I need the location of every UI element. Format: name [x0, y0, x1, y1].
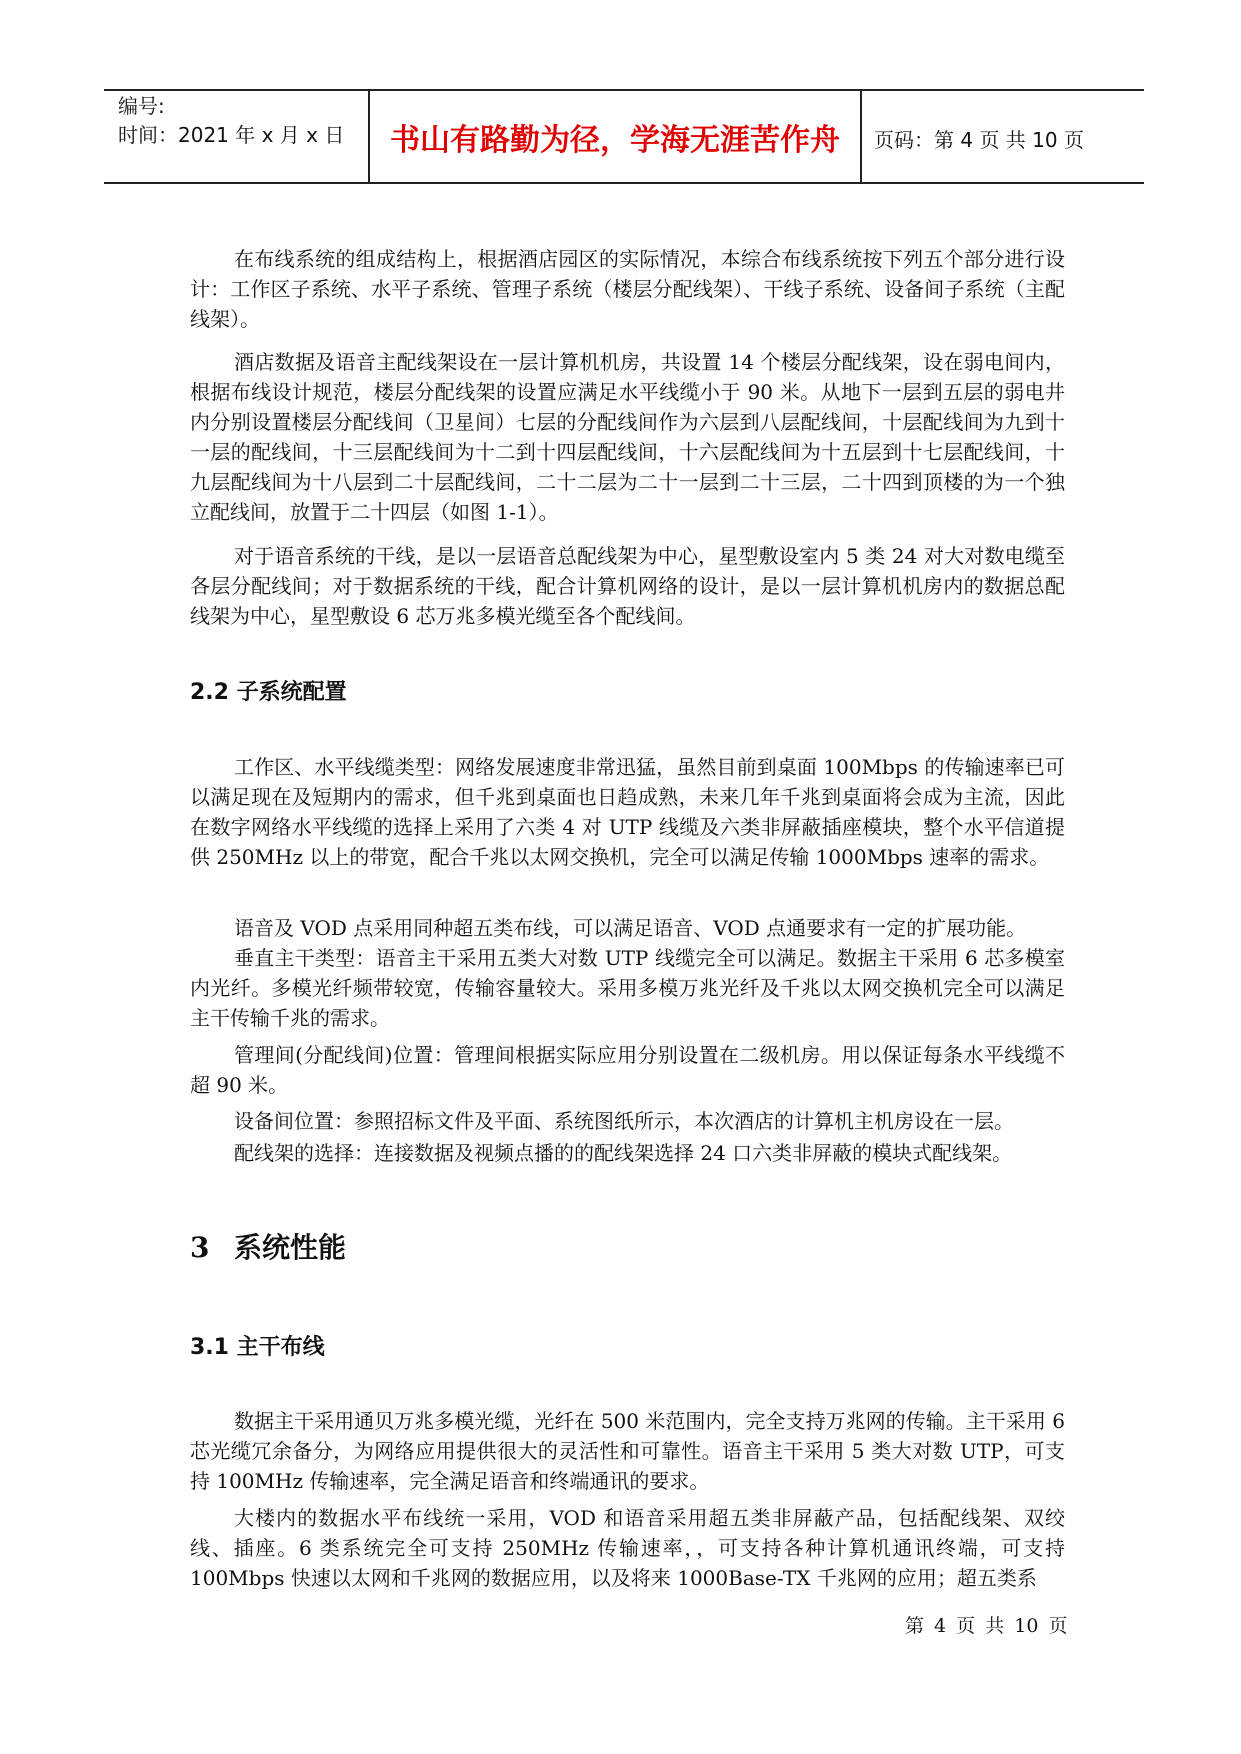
- section-heading-3-1: 3.1 主干布线: [190, 1335, 325, 1360]
- paragraph-horizontal-cabling: 大楼内的数据水平布线统一采用，VOD 和语音采用超五类非屏蔽产品，包括配线架、双绞线、插座。6 类系统完全可支持 250MHz 传输速率，，可支持各种计算机通讯终端，可支持 100Mbps 快速以太网和千兆网的数据应用，以及将来 1000Base-TX 千兆网的应用；超五类系: [190, 1506, 1065, 1590]
- paragraph-backbone: 对于语音系统的干线，是以一层语音总配线架为中心，星型敷设室内 5 类 24 对大对数电缆至各层分配线间；对于数据系统的干线，配合计算机网络的设计，是以一层计算机机房内的数据总配线架为中心，星型敷设 6 芯万兆多模光缆至各个配线间。: [190, 544, 1065, 628]
- header-divider-left: [368, 89, 370, 182]
- header-motto: 书山有路勤为径，学海无涯苦作舟: [390, 123, 840, 158]
- header-divider-right: [860, 89, 862, 182]
- header-number-label: 编号:: [118, 94, 165, 118]
- header-page-label: 页码：第 4 页 共 10 页: [874, 128, 1084, 152]
- paragraph-equipment-room: 设备间位置：参照招标文件及平面、系统图纸所示，本次酒店的计算机主机房设在一层。: [234, 1109, 1014, 1133]
- paragraph-work-area: 工作区、水平线缆类型：网络发展速度非常迅猛，虽然目前到桌面 100Mbps 的传输速率已可以满足现在及短期内的需求，但千兆到桌面也日趋成熟，未来几年千兆到桌面将会成为主流，因此在数字网络水平线缆的选择上采用了六类 4 对 UTP 线缆及六类非屏蔽插座模块，整个水平信道提供 250MHz 以上的带宽，配合千兆以太网交换机，完全可以满足传输 1000Mbps 速率的需求。: [190, 755, 1065, 869]
- header-time-label: 时间：2021 年 x 月 x 日: [118, 123, 345, 147]
- section-title: 系统性能: [234, 1231, 347, 1264]
- paragraph-data-backbone: 数据主干采用通贝万兆多模光缆，光纤在 500 米范围内，完全支持万兆网的传输。主干采用 6 芯光缆冗余备分，为网络应用提供很大的灵活性和可靠性。语音主干采用 5 类大对数 UTP，可支持 100MHz 传输速率，完全满足语音和终端通讯的要求。: [190, 1409, 1065, 1493]
- paragraph-vertical-backbone: 垂直主干类型：语音主干采用五类大对数 UTP 线缆完全可以满足。数据主干采用 6 芯多模室内光纤。多模光纤频带较宽，传输容量较大。采用多模万兆光纤及千兆以太网交换机完全可以满足主干传输千兆的需求。: [190, 946, 1065, 1030]
- paragraph-management-room: 管理间(分配线间)位置：管理间根据实际应用分别设置在二级机房。用以保证每条水平线缆不超 90 米。: [190, 1043, 1065, 1097]
- section-number: 3: [190, 1231, 210, 1264]
- section-heading-2-2: 2.2 子系统配置: [190, 680, 347, 705]
- header-top-rule: [104, 89, 1144, 91]
- paragraph-distribution-frames: 酒店数据及语音主配线架设在一层计算机机房，共设置 14 个楼层分配线架，设在弱电间内，根据布线设计规范，楼层分配线架的设置应满足水平线缆小于 90 米。从地下一层到五层的弱电井内分别设置楼层分配线间（卫星间）七层的分配线间作为六层到八层配线间，十层配线间为九到十一层的配线间，十三层配线间为十二到十四层配线间，十六层配线间为十五层到十七层配线间，十九层配线间为十八层到二十层配线间，二十二层为二十一层到二十三层，二十四到顶楼的为一个独立配线间，放置于二十四层（如图 1-1）。: [190, 350, 1065, 524]
- paragraph-patch-panel: 配线架的选择：连接数据及视频点播的的配线架选择 24 口六类非屏蔽的模块式配线架。: [234, 1141, 1013, 1165]
- header-bottom-rule: [104, 182, 1144, 184]
- paragraph-voice-vod: 语音及 VOD 点采用同种超五类布线，可以满足语音、VOD 点通要求有一定的扩展功能。: [234, 916, 1027, 940]
- footer-page-number: 第 4 页 共 10 页: [905, 1615, 1068, 1637]
- section-heading-3: [190, 1226, 346, 1266]
- header-meta: [118, 92, 344, 150]
- paragraph-structure: 在布线系统的组成结构上，根据酒店园区的实际情况，本综合布线系统按下列五个部分进行设计：工作区子系统、水平子系统、管理子系统（楼层分配线架）、干线子系统、设备间子系统（主配线架）。: [190, 247, 1065, 331]
